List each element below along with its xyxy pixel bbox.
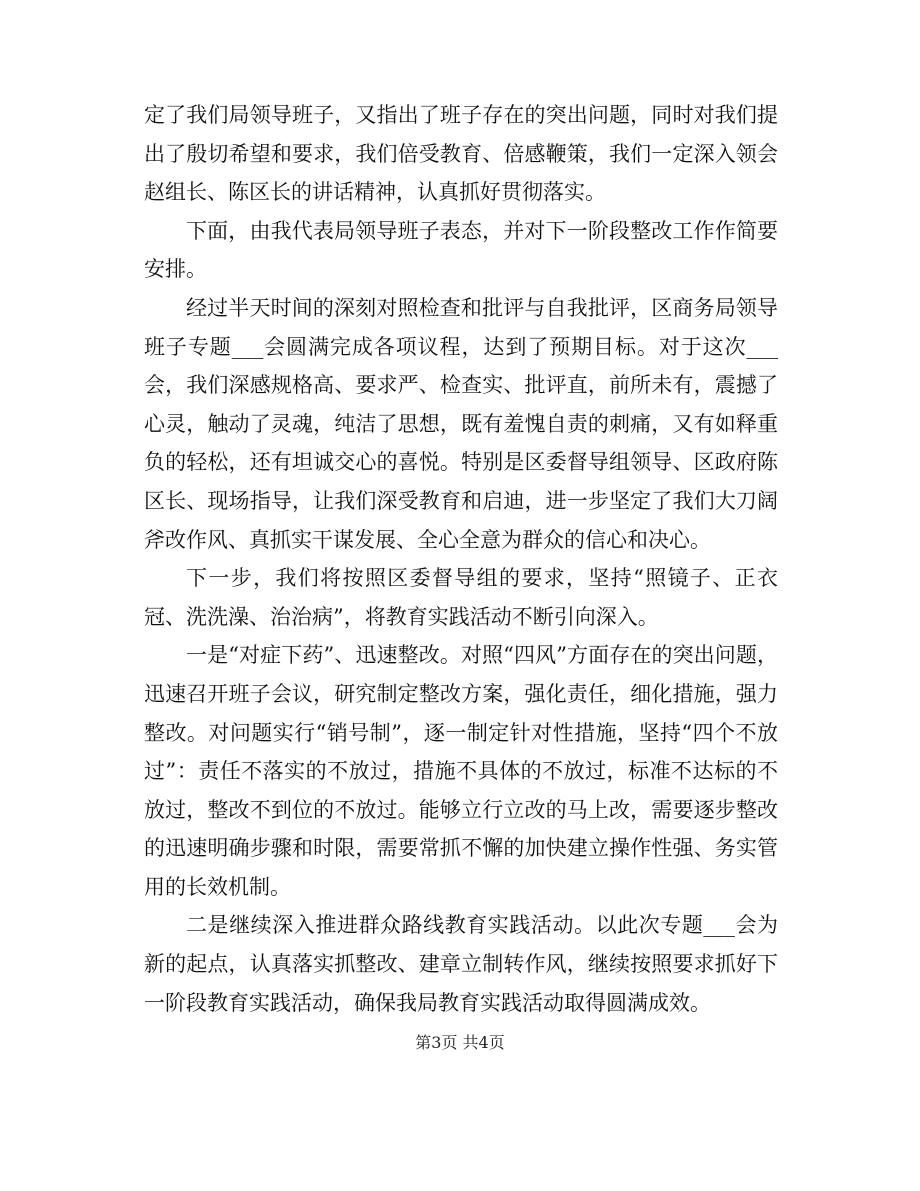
page-number: 第3页 共4页	[415, 1033, 505, 1052]
paragraph-continuation: 定了我们局领导班子，又指出了班子存在的突出问题，同时对我们提出了殷切希望和要求，我们倍受教育、倍感鞭策，我们一定深入领会赵组长、陈区长的讲话精神，认真抓好贯彻落实。	[144, 103, 778, 205]
paragraph-meeting-summary: 经过半天时间的深刻对照检查和批评与自我批评，区商务局领导班子专题___会圆满完成各项议程，达到了预期目标。对于这次___会，我们深感规格高、要求严、检查实、批评直，前所未有，震撼了心灵，触动了灵魂，纯洁了思想，既有羞愧自责的刺痛，又有如释重负的轻松，还有坦诚交心的喜悦。特别是区委督导组领导、区政府陈区长、现场指导，让我们深受教育和启迪，进一步坚定了我们大刀阔斧改作风、真抓实干谋发展、全心全意为群众的信心和决心。	[144, 295, 778, 552]
document-body	[144, 96, 778, 1022]
paragraph-statement-intro: 下面，由我代表局领导班子表态，并对下一阶段整改工作作简要安排。	[144, 218, 778, 282]
paragraph-continue-activities: 二是继续深入推进群众路线教育实践活动。以此次专题___会为新的起点，认真落实抓整改、建章立制转作风，继续按照要求抓好下一阶段教育实践活动，确保我局教育实践活动取得圆满成效。	[144, 913, 778, 1015]
paragraph-next-steps: 下一步，我们将按照区委督导组的要求，坚持“照镜子、正衣冠、洗洗澡、治治病”，将教育实践活动不断引向深入。	[144, 566, 778, 629]
paragraph-rectification: 一是“对症下药”、迅速整改。对照“四风”方面存在的突出问题，迅速召开班子会议，研究制定整改方案，强化责任，细化措施，强力整改。对问题实行“销号制”，逐一制定针对性措施，坚持“四个不放过”：责任不落实的不放过，措施不具体的不放过，标准不达标的不放过，整改不到位的不放过。能够立行立改的马上改，需要逐步整改的迅速明确步骤和时限，需要常抓不懈的加快建立操作性强、务实管用的长效机制。	[144, 643, 778, 899]
